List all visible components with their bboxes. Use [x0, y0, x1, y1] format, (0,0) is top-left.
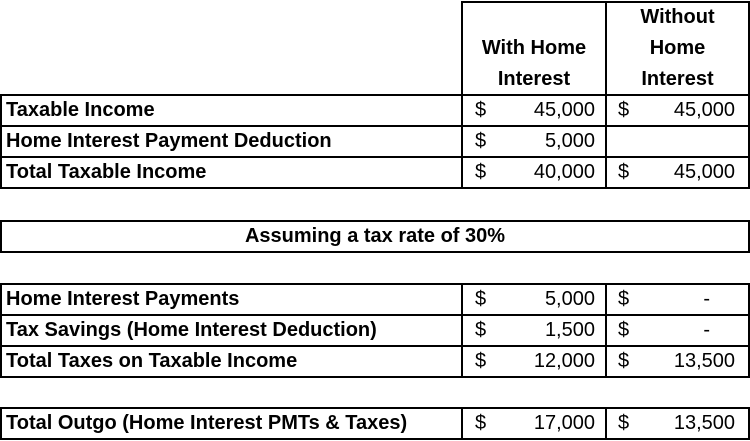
row-label: Home Interest Payments — [6, 288, 240, 310]
without-value: 45,000 — [673, 99, 735, 121]
row-label: Home Interest Payment Deduction — [6, 130, 332, 152]
income-col-divider-2 — [605, 94, 607, 189]
outgo-col-divider-2 — [605, 407, 607, 440]
with-value: 17,000 — [533, 412, 595, 434]
outgo-col-divider-1 — [461, 407, 463, 440]
with-currency: $ — [475, 130, 487, 152]
without-interest-header — [607, 2, 748, 95]
with-value: 1,500 — [544, 319, 595, 341]
with-value: 45,000 — [533, 99, 595, 121]
tax-col-divider-2 — [605, 283, 607, 378]
with-currency: $ — [475, 319, 487, 341]
without-currency: $ — [618, 99, 630, 121]
without-currency: $ — [618, 319, 630, 341]
tax-col-divider-1 — [461, 283, 463, 378]
with-value: 5,000 — [544, 288, 595, 310]
without-currency: $ — [618, 161, 630, 183]
row-label: Total Taxable Income — [6, 161, 207, 183]
with-value: 5,000 — [544, 130, 595, 152]
row-label: Taxable Income — [6, 99, 155, 121]
without-currency: $ — [618, 412, 630, 434]
with-currency: $ — [475, 350, 487, 372]
row-label: Total Outgo (Home Interest PMTs & Taxes) — [6, 412, 408, 434]
without-value: - — [703, 288, 710, 310]
without-value: 13,500 — [673, 350, 735, 372]
tax-rate-text: Assuming a tax rate of 30% — [244, 225, 506, 247]
with-currency: $ — [475, 99, 487, 121]
with-currency: $ — [475, 161, 487, 183]
row-label: Total Taxes on Taxable Income — [6, 350, 298, 372]
row-label: Tax Savings (Home Interest Deduction) — [6, 319, 377, 341]
without-header-line-1: Without — [640, 6, 715, 28]
without-header-line-2: Home — [649, 37, 706, 59]
with-interest-header — [463, 33, 605, 95]
without-currency: $ — [618, 288, 630, 310]
without-value: - — [703, 319, 710, 341]
with-currency: $ — [475, 288, 487, 310]
with-value: 12,000 — [533, 350, 595, 372]
with-header-line-2: Interest — [497, 68, 571, 90]
with-currency: $ — [475, 412, 487, 434]
without-value: 13,500 — [673, 412, 735, 434]
without-currency: $ — [618, 350, 630, 372]
income-col-divider-1 — [461, 94, 463, 189]
with-value: 40,000 — [533, 161, 595, 183]
without-header-line-3: Interest — [641, 68, 714, 90]
without-value: 45,000 — [673, 161, 735, 183]
with-header-line-1: With Home — [481, 37, 587, 59]
